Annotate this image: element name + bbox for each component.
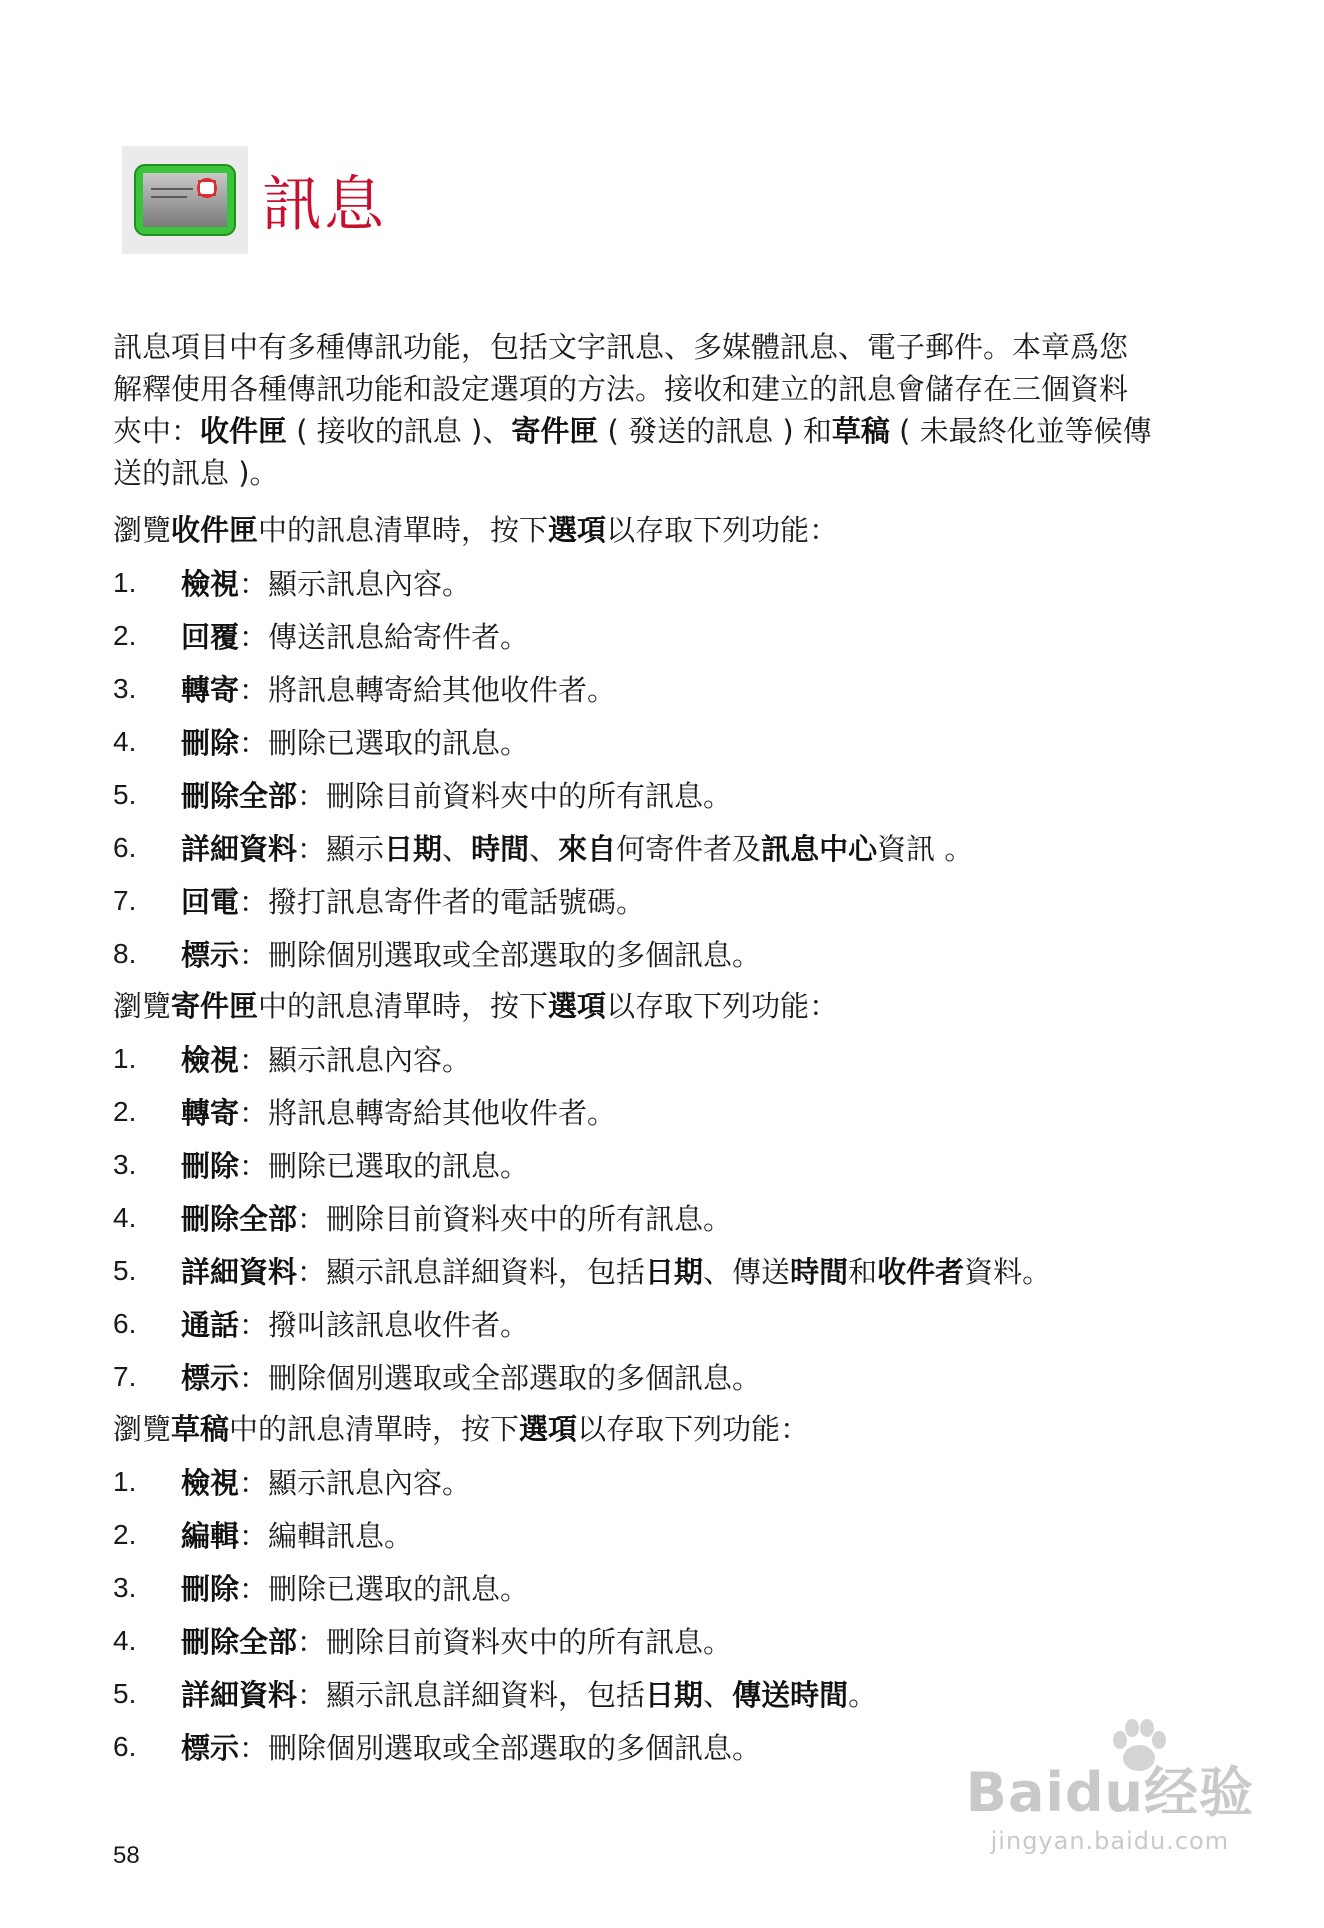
- bold-term: 通話: [181, 1308, 240, 1342]
- function-list: [113, 1032, 1153, 1403]
- bold-term: 收件匣: [200, 414, 288, 448]
- list-text: [181, 721, 529, 762]
- function-list: [113, 1455, 1153, 1773]
- list-number: 4.: [113, 1201, 137, 1233]
- bold-term: 刪除全部: [181, 779, 298, 813]
- list-number: 6.: [113, 1307, 137, 1339]
- list-text: [181, 1356, 761, 1397]
- bold-term: 傳送時間: [732, 1678, 849, 1712]
- page-header: [122, 146, 386, 254]
- bold-term: 草稿: [171, 1412, 230, 1446]
- text-run: 以存取下列功能：: [606, 513, 839, 547]
- bold-term: 選項: [519, 1412, 578, 1446]
- function-list: [113, 556, 1153, 980]
- text-run: ：將訊息轉寄給其他收件者。: [239, 673, 617, 707]
- list-number: 3.: [113, 1148, 137, 1180]
- list-item: [113, 1032, 1153, 1085]
- text-run: ：撥叫該訊息收件者。: [239, 1308, 530, 1342]
- text-run: ：撥打訊息寄件者的電話號碼。: [239, 885, 646, 919]
- list-text: [181, 933, 761, 974]
- text-run: ：刪除個別選取或全部選取的多個訊息。: [239, 938, 762, 972]
- list-number: 1.: [113, 1465, 137, 1497]
- list-text: [181, 1303, 529, 1344]
- text-run: 資料。: [964, 1255, 1052, 1289]
- list-item: [113, 1085, 1153, 1138]
- list-text: [181, 1620, 732, 1661]
- list-text: [181, 562, 471, 603]
- list-number: 3.: [113, 1571, 137, 1603]
- text-run: 資訊 。: [877, 832, 974, 866]
- list-item: [113, 768, 1153, 821]
- list-text: [181, 1567, 529, 1608]
- list-item: [113, 1508, 1153, 1561]
- text-run: 以存取下列功能：: [606, 989, 839, 1023]
- text-run: 中的訊息清單時，按下: [258, 989, 549, 1023]
- text-run: ：顯示訊息詳細資料，包括: [297, 1255, 646, 1289]
- bold-term: 轉寄: [181, 1096, 240, 1130]
- text-run: 、: [529, 832, 559, 866]
- list-number: 4.: [113, 725, 137, 757]
- bold-term: 時間: [790, 1255, 849, 1289]
- list-item: [113, 1244, 1153, 1297]
- list-text: [181, 1091, 616, 1132]
- bold-term: 詳細資料: [181, 1255, 298, 1289]
- bold-term: 檢視: [181, 1466, 240, 1500]
- bold-term: 刪除: [181, 1572, 240, 1606]
- list-number: 2.: [113, 619, 137, 651]
- page-title: 訊息: [262, 170, 386, 240]
- text-run: ：刪除目前資料夾中的所有訊息。: [297, 1202, 733, 1236]
- text-run: 瀏覽: [113, 513, 172, 547]
- list-item: [113, 1614, 1153, 1667]
- bold-term: 詳細資料: [181, 832, 298, 866]
- section-lead: [113, 986, 1153, 1026]
- text-run: ：顯示訊息內容。: [239, 1466, 472, 1500]
- text-run: ：刪除已選取的訊息。: [239, 1572, 530, 1606]
- list-text: [181, 668, 616, 709]
- bold-term: 寄件匣: [511, 414, 599, 448]
- list-text: [181, 880, 645, 921]
- text-run: 和: [848, 1255, 878, 1289]
- list-item: [113, 1191, 1153, 1244]
- list-item: [113, 821, 1153, 874]
- bold-term: 來自: [558, 832, 617, 866]
- list-item: [113, 1667, 1153, 1720]
- list-text: [181, 1514, 413, 1555]
- text-run: ：顯示訊息內容。: [239, 567, 472, 601]
- list-number: 5.: [113, 1677, 137, 1709]
- text-run: ：顯示: [297, 832, 385, 866]
- list-number: 1.: [113, 1042, 137, 1074]
- bold-term: 寄件匣: [171, 989, 259, 1023]
- list-number: 5.: [113, 778, 137, 810]
- list-number: 2.: [113, 1518, 137, 1550]
- bold-term: 日期: [384, 832, 443, 866]
- list-item: [113, 556, 1153, 609]
- list-item: [113, 715, 1153, 768]
- text-run: ：刪除個別選取或全部選取的多個訊息。: [239, 1361, 762, 1395]
- list-number: 6.: [113, 1730, 137, 1762]
- list-text: [181, 1144, 529, 1185]
- bold-term: 標示: [181, 938, 240, 972]
- text-run: 中的訊息清單時，按下: [229, 1412, 520, 1446]
- list-number: 6.: [113, 831, 137, 863]
- bold-term: 刪除全部: [181, 1625, 298, 1659]
- bold-term: 標示: [181, 1731, 240, 1765]
- list-item: [113, 662, 1153, 715]
- bold-term: 訊息中心: [761, 832, 878, 866]
- sections-container: [113, 510, 1153, 1773]
- list-text: [181, 1250, 1051, 1291]
- list-item: [113, 1561, 1153, 1614]
- text-run: ：刪除已選取的訊息。: [239, 1149, 530, 1183]
- page-number: 58: [113, 1842, 140, 1869]
- text-run: ：刪除個別選取或全部選取的多個訊息。: [239, 1731, 762, 1765]
- watermark-sub: jingyan.baidu.com: [990, 1827, 1230, 1855]
- list-item: [113, 609, 1153, 662]
- text-run: ：編輯訊息。: [239, 1519, 414, 1553]
- list-number: 5.: [113, 1254, 137, 1286]
- list-number: 7.: [113, 884, 137, 916]
- text-run: 瀏覽: [113, 1412, 172, 1446]
- text-run: ( 發送的訊息 ) 和: [598, 414, 832, 448]
- text-run: ：刪除目前資料夾中的所有訊息。: [297, 779, 733, 813]
- list-item: [113, 1455, 1153, 1508]
- watermark: [966, 1750, 1254, 1855]
- list-item: [113, 1138, 1153, 1191]
- text-run: 、傳送: [703, 1255, 791, 1289]
- text-run: ( 未最終化並等候傳送的訊息 )。: [113, 414, 1152, 490]
- list-text: [181, 1197, 732, 1238]
- text-run: ：將訊息轉寄給其他收件者。: [239, 1096, 617, 1130]
- bold-term: 回覆: [181, 620, 240, 654]
- bold-term: 選項: [548, 989, 607, 1023]
- list-number: 2.: [113, 1095, 137, 1127]
- bold-term: 日期: [645, 1678, 704, 1712]
- list-number: 3.: [113, 672, 137, 704]
- bold-term: 詳細資料: [181, 1678, 298, 1712]
- bold-term: 收件者: [877, 1255, 965, 1289]
- list-text: [181, 1726, 761, 1767]
- text-run: 中的訊息清單時，按下: [258, 513, 549, 547]
- list-text: [181, 827, 973, 868]
- bold-term: 選項: [548, 513, 607, 547]
- bold-term: 編輯: [181, 1519, 240, 1553]
- list-number: 4.: [113, 1624, 137, 1656]
- list-text: [181, 615, 529, 656]
- text-run: 、: [703, 1678, 733, 1712]
- text-run: ：傳送訊息給寄件者。: [239, 620, 530, 654]
- intro-paragraph: [113, 326, 1153, 494]
- list-number: 7.: [113, 1360, 137, 1392]
- list-text: [181, 774, 732, 815]
- section-lead: [113, 1409, 1153, 1449]
- list-text: [181, 1038, 471, 1079]
- list-item: [113, 1350, 1153, 1403]
- text-run: 、: [442, 832, 472, 866]
- list-text: [181, 1673, 877, 1714]
- bold-term: 收件匣: [171, 513, 259, 547]
- bold-term: 草稿: [831, 414, 890, 448]
- text-run: 瀏覽: [113, 989, 172, 1023]
- bold-term: 刪除全部: [181, 1202, 298, 1236]
- bold-term: 時間: [471, 832, 530, 866]
- list-text: [181, 1461, 471, 1502]
- bold-term: 刪除: [181, 726, 240, 760]
- document-body: [113, 326, 1153, 1779]
- text-run: ：顯示訊息詳細資料，包括: [297, 1678, 646, 1712]
- text-run: ：刪除已選取的訊息。: [239, 726, 530, 760]
- text-run: ：顯示訊息內容。: [239, 1043, 472, 1077]
- text-run: ：刪除目前資料夾中的所有訊息。: [297, 1625, 733, 1659]
- text-run: 。: [848, 1678, 878, 1712]
- bold-term: 檢視: [181, 1043, 240, 1077]
- list-item: [113, 1297, 1153, 1350]
- list-item: [113, 927, 1153, 980]
- bold-term: 標示: [181, 1361, 240, 1395]
- message-envelope-icon: [122, 146, 248, 254]
- list-number: 8.: [113, 937, 137, 969]
- text-run: ( 接收的訊息 )、: [287, 414, 512, 448]
- bold-term: 回電: [181, 885, 240, 919]
- section-lead: [113, 510, 1153, 550]
- bold-term: 日期: [645, 1255, 704, 1289]
- bold-term: 檢視: [181, 567, 240, 601]
- watermark-main: Baidu经验: [965, 1761, 1254, 1824]
- bold-term: 轉寄: [181, 673, 240, 707]
- text-run: 以存取下列功能：: [577, 1412, 810, 1446]
- list-number: 1.: [113, 566, 137, 598]
- bold-term: 刪除: [181, 1149, 240, 1183]
- list-item: [113, 874, 1153, 927]
- text-run: 何寄件者及: [616, 832, 762, 866]
- text-run: 訊息項目中有多種傳訊功能，包括文字訊息、多媒體訊息、電子郵件。本章爲您解釋使用各種傳訊功能和設定選項的方法。接收和建立的訊息會儲存在三個資料夾中：: [113, 330, 1129, 448]
